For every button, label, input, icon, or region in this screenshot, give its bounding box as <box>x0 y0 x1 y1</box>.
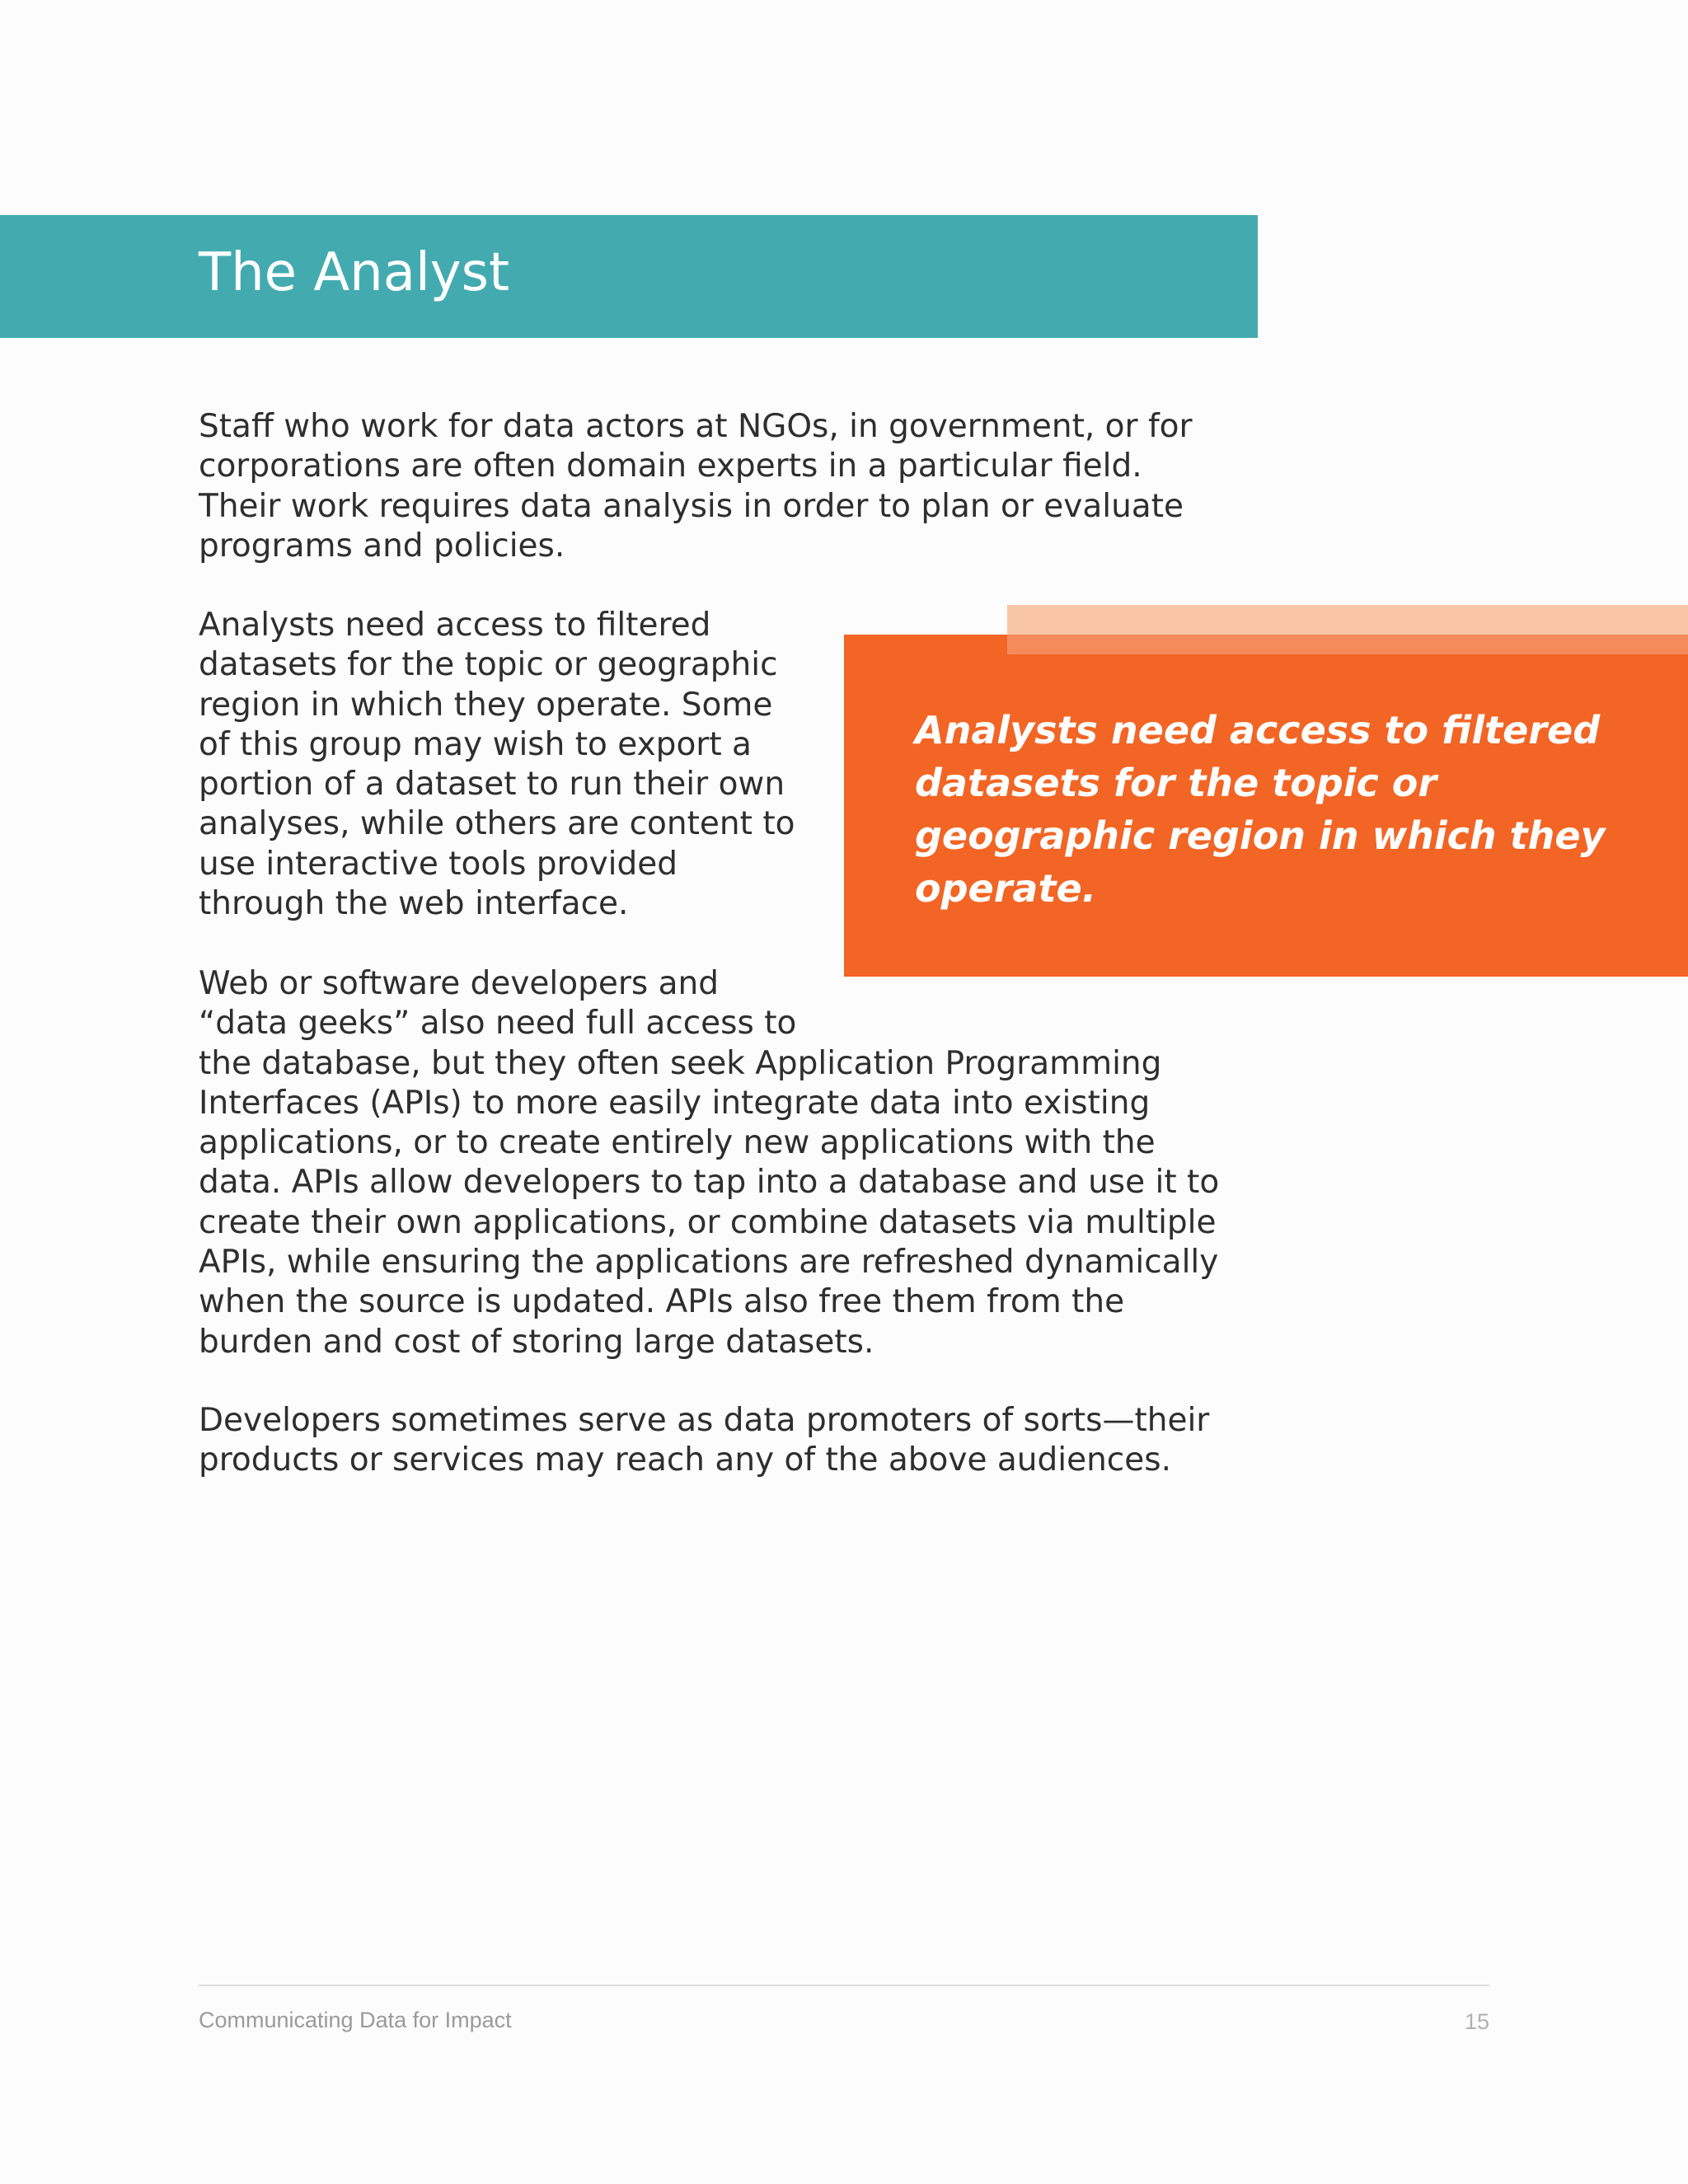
body-paragraph: Developers sometimes serve as data promoters of sorts—their products or services may reach any of the above audiences. <box>199 1402 1210 1479</box>
page-title: The Analyst <box>199 242 510 303</box>
title-banner <box>0 215 1258 338</box>
body-paragraph: Staff who work for data actors at NGOs, in government, or for corporations are often domain experts in a particular field. Their work requires data analysis in order to plan or evaluate programs and policies. <box>199 408 1193 565</box>
footer-publication-title: Communicating Data for Impact <box>199 2008 512 2032</box>
pull-quote-text: Analysts need access to filtered datasets for the topic or geographic region in which they operate. <box>915 708 1606 911</box>
body-paragraph: Analysts need access to filtered datasets for the topic or geographic region in which they operate. Some of this group may wish to export a portion of a dataset to run their own analyses, while others are content to use interactive tools provided through the web interface. <box>199 607 795 923</box>
pull-quote-accent-overlap <box>1007 635 1688 654</box>
pull-quote <box>844 635 1688 977</box>
page-number: 15 <box>1464 2009 1489 2034</box>
footer-divider <box>199 1985 1489 1986</box>
body-paragraph-text: Web or software developers and “data geeks” also need full access to the database, but they often seek Application Programming Interfaces (APIs) to more easily integrate data into existing applications, or to create entirely new applications with the data. APIs allow developers to tap into a database and use it to create their own applications, or combine datasets via multiple APIs, while ensuring the applications are refreshed dynamically when the source is updated. APIs also free them from the burden and cost of storing large datasets. <box>199 965 1220 1361</box>
body-paragraph <box>199 964 1221 1362</box>
